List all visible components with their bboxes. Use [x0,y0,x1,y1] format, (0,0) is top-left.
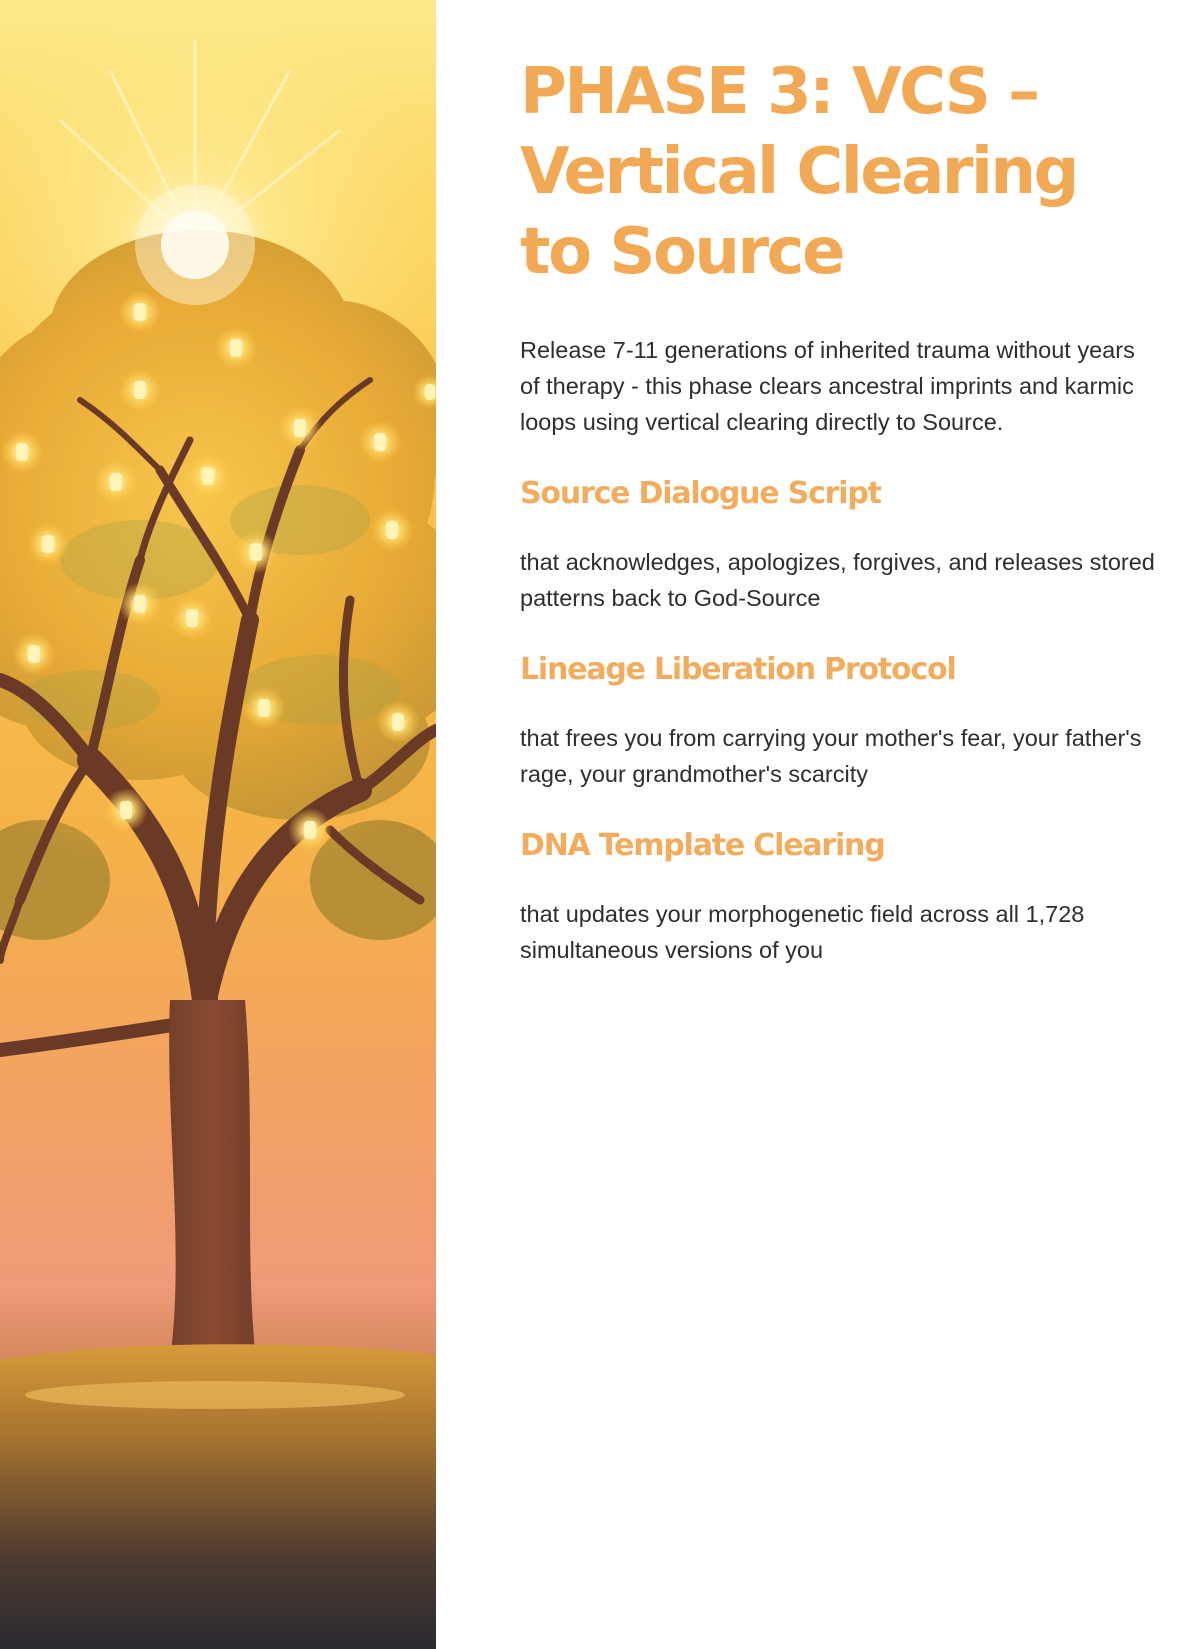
section-heading: DNA Template Clearing [520,828,885,863]
section-source-dialogue [520,474,1160,616]
section-body: that acknowledges, apologizes, forgives, and releases stored patterns back to God-Source [520,549,1155,611]
section-heading: Lineage Liberation Protocol [520,652,956,687]
section-heading: Source Dialogue Script [520,476,881,511]
intro-paragraph: Release 7-11 generations of inherited trauma without years of therapy - this phase clears ancestral imprints and karmic loops using vertical clearing directly to Source. [520,337,1135,435]
section-dna-template [520,826,1160,968]
page-title: PHASE 3: VCS – Vertical Clearing to Source [520,55,1077,289]
section-lineage-liberation [520,650,1160,792]
content-panel [436,0,1200,1649]
section-body: that frees you from carrying your mother's fear, your father's rage, your grandmother's scarcity [520,725,1142,787]
section-body: that updates your morphogenetic field across all 1,728 simultaneous versions of you [520,901,1085,963]
glowing-tree-with-lanterns-at-sunrise-icon [0,0,436,1649]
tree-illustration [0,0,436,1649]
